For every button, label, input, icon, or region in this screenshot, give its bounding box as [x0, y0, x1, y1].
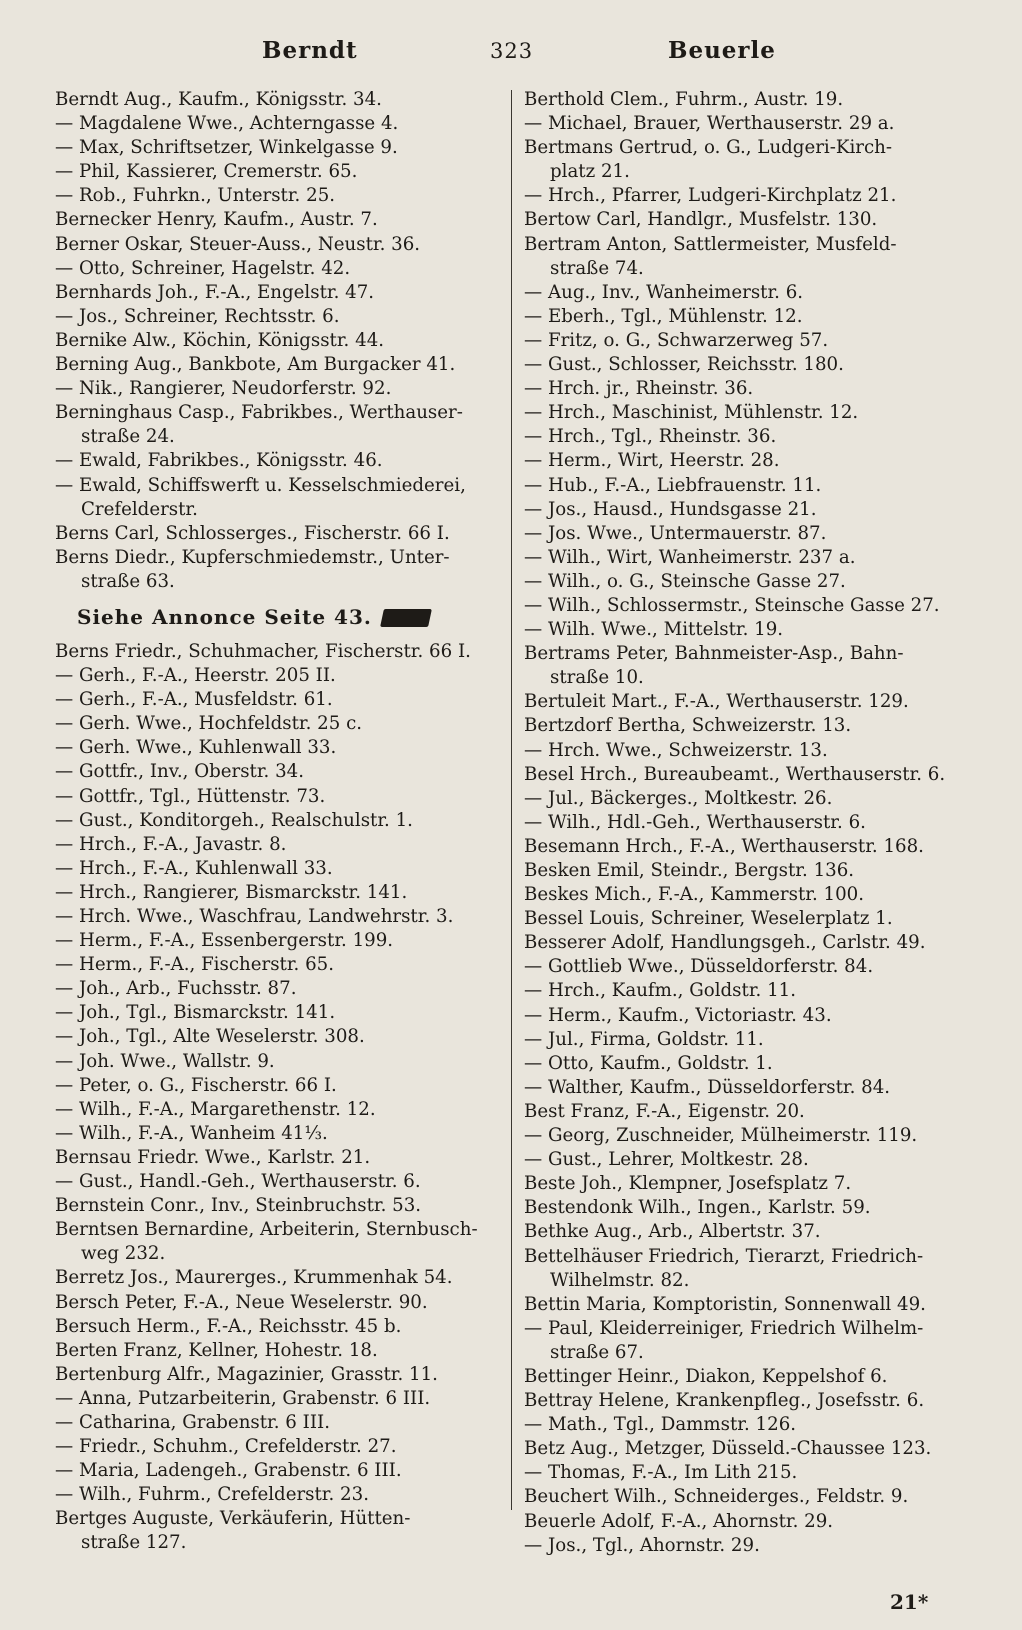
entry-continuation: straße 63. [81, 570, 175, 592]
directory-entry: Best Franz, F.-A., Eigenstr. 20. [524, 1100, 805, 1122]
directory-entry: — Nik., Rangierer, Neudorferstr. 92. [55, 378, 392, 400]
directory-entry: — Wilh., Schlossermstr., Steinsche Gasse 27. [524, 594, 940, 616]
directory-entry: Berns Carl, Schlosserges., Fischerstr. 66 I. [55, 522, 450, 544]
directory-entry: Bettinger Heinr., Diakon, Keppelshof 6. [524, 1365, 888, 1387]
directory-entry: — Gottfr., Inv., Oberstr. 34. [55, 761, 305, 783]
directory-entry: Beuchert Wilh., Schneiderges., Feldstr. 9. [524, 1486, 909, 1508]
annonce-text: Siehe Annonce Seite 43. [77, 604, 372, 629]
entry-continuation: weg 232. [81, 1243, 166, 1265]
directory-entry: — Jul., Firma, Goldstr. 11. [524, 1028, 764, 1050]
right-entries [524, 88, 964, 1558]
directory-entry: — Wilh., o. G., Steinsche Gasse 27. [524, 570, 846, 592]
directory-entry: Besel Hrch., Bureaubeamt., Werthauserstr. 6. [524, 763, 946, 785]
directory-entry: Berten Franz, Kellner, Hohestr. 18. [55, 1339, 378, 1361]
directory-entry: — Gerh., F.-A., Musfeldstr. 61. [55, 689, 333, 711]
directory-entry: — Walther, Kaufm., Düsseldorferstr. 84. [524, 1076, 891, 1098]
directory-entry: — Hrch. Wwe., Schweizerstr. 13. [524, 739, 828, 761]
directory-entry: Bettray Helene, Krankenpfleg., Josefsstr. 6. [524, 1390, 925, 1412]
entry-continuation: straße 10. [550, 667, 644, 689]
directory-entry: — Fritz, o. G., Schwarzerweg 57. [524, 329, 829, 351]
directory-entry: Bettin Maria, Komptoristin, Sonnenwall 49. [524, 1293, 926, 1315]
directory-entry: — Rob., Fuhrkn., Unterstr. 25. [55, 185, 336, 207]
right-column [524, 88, 964, 1558]
entry-continuation: straße 67. [550, 1341, 644, 1363]
directory-entry: — Jos., Tgl., Ahornstr. 29. [524, 1534, 760, 1556]
directory-entry: — Georg, Zuschneider, Mülheimerstr. 119. [524, 1125, 918, 1147]
directory-entry: — Joh., Arb., Fuchsstr. 87. [55, 978, 297, 1000]
directory-entry: Bertzdorf Bertha, Schweizerstr. 13. [524, 715, 852, 737]
directory-entry: Berninghaus Casp., Fabrikbes., Werthauser- [55, 402, 463, 424]
directory-entry: Berthold Clem., Fuhrm., Austr. 19. [524, 89, 844, 110]
directory-entry: Bertram Anton, Sattlermeister, Musfeld- [524, 233, 897, 255]
directory-entry: — Wilh., Hdl.-Geh., Werthauserstr. 6. [524, 811, 866, 833]
directory-entry: Betz Aug., Metzger, Düsseld.-Chaussee 123. [524, 1438, 932, 1460]
directory-entry: Bertenburg Alfr., Magazinier, Grasstr. 11. [55, 1363, 438, 1385]
directory-entry: — Gust., Konditorgeh., Realschulstr. 1. [55, 809, 413, 831]
directory-entry: Bertuleit Mart., F.-A., Werthauserstr. 129. [524, 691, 909, 713]
directory-entry: Bertrams Peter, Bahnmeister-Asp., Bahn- [524, 643, 904, 665]
left-entries-before [55, 88, 505, 594]
directory-entry: Besken Emil, Steindr., Bergstr. 136. [524, 860, 855, 881]
directory-entry: — Herm., F.-A., Essenbergerstr. 199. [55, 930, 394, 952]
directory-entry: — Jos., Hausd., Hundsgasse 21. [524, 498, 817, 520]
directory-entry: Besemann Hrch., F.-A., Werthauserstr. 168. [524, 835, 924, 857]
directory-entry: — Gerh. Wwe., Hochfeldstr. 25 c. [55, 713, 363, 735]
directory-entry: — Jos., Schreiner, Rechtsstr. 6. [55, 305, 340, 327]
directory-entry: — Thomas, F.-A., Im Lith 215. [524, 1462, 798, 1484]
entry-continuation: Crefelderstr. [81, 498, 198, 520]
directory-entry: Bernecker Henry, Kaufm., Austr. 7. [55, 209, 378, 231]
entry-continuation: Wilhelmstr. 82. [550, 1269, 690, 1291]
directory-entry: — Gerh. Wwe., Kuhlenwall 33. [55, 737, 337, 759]
directory-entry: Bernstein Conr., Inv., Steinbruchstr. 53. [55, 1195, 422, 1217]
directory-entry: Bestendonk Wilh., Ingen., Karlstr. 59. [524, 1197, 871, 1219]
directory-entry: Berner Oskar, Steuer-Auss., Neustr. 36. [55, 233, 421, 255]
entry-continuation: straße 74. [550, 257, 644, 279]
header-right-name: Beuerle [668, 37, 776, 64]
directory-entry: — Gust., Schlosser, Reichsstr. 180. [524, 354, 844, 376]
directory-entry: — Wilh., F.-A., Wanheim 41⅓. [55, 1122, 328, 1144]
directory-entry: Bersch Peter, F.-A., Neue Weselerstr. 90. [55, 1291, 428, 1313]
annonce-note [77, 598, 505, 636]
directory-entry: — Gust., Lehrer, Moltkestr. 28. [524, 1149, 809, 1171]
header-left-name: Berndt [262, 37, 358, 64]
directory-entry: — Wilh., Wirt, Wanheimerstr. 237 a. [524, 546, 856, 568]
directory-entry: Bernsau Friedr. Wwe., Karlstr. 21. [55, 1146, 371, 1168]
directory-entry: — Gerh., F.-A., Heerstr. 205 II. [55, 665, 336, 687]
directory-entry: — Hrch., Tgl., Rheinstr. 36. [524, 426, 777, 448]
directory-entry: — Jul., Bäckerges., Moltkestr. 26. [524, 787, 833, 809]
directory-entry: Beuerle Adolf, F.-A., Ahornstr. 29. [524, 1510, 834, 1532]
directory-entry: Bethke Aug., Arb., Albertstr. 37. [524, 1221, 821, 1243]
directory-entry: — Hrch., F.-A., Javastr. 8. [55, 833, 287, 855]
directory-entry: — Ewald, Fabrikbes., Königsstr. 46. [55, 450, 383, 472]
directory-entry: Bertmans Gertrud, o. G., Ludgeri-Kirch- [524, 137, 893, 159]
directory-entry: Besserer Adolf, Handlungsgeh., Carlstr. 49. [524, 932, 926, 954]
directory-entry: — Hrch. Wwe., Waschfrau, Landwehrstr. 3. [55, 906, 454, 927]
directory-entry: Berretz Jos., Maurerges., Krummenhak 54. [55, 1267, 453, 1289]
directory-entry: — Wilh., F.-A., Margarethenstr. 12. [55, 1098, 376, 1120]
directory-entry: Beskes Mich., F.-A., Kammerstr. 100. [524, 884, 865, 906]
directory-entry: — Peter, o. G., Fischerstr. 66 I. [55, 1074, 337, 1096]
directory-entry: Beste Joh., Klempner, Josefsplatz 7. [524, 1173, 852, 1195]
pointing-hand-icon [380, 609, 432, 627]
directory-entry: — Wilh., Fuhrm., Crefelderstr. 23. [55, 1484, 369, 1506]
directory-entry: — Math., Tgl., Dammstr. 126. [524, 1414, 797, 1436]
directory-entry: Bertges Auguste, Verkäuferin, Hütten- [55, 1508, 411, 1530]
directory-entry: Bettelhäuser Friedrich, Tierarzt, Friedrich- [524, 1245, 924, 1267]
directory-entry: — Hrch., Kaufm., Goldstr. 11. [524, 980, 796, 1002]
directory-entry: Berning Aug., Bankbote, Am Burgacker 41. [55, 354, 456, 376]
directory-entry: — Herm., Wirt, Heerstr. 28. [524, 450, 780, 472]
directory-entry: — Hrch. jr., Rheinstr. 36. [524, 378, 754, 400]
directory-entry: Berntsen Bernardine, Arbeiterin, Sternbusch- [55, 1219, 478, 1241]
directory-entry: — Paul, Kleiderreiniger, Friedrich Wilhelm- [524, 1317, 924, 1339]
directory-entry: — Ewald, Schiffswerft u. Kesselschmiederei, [55, 474, 466, 496]
directory-entry: — Otto, Kaufm., Goldstr. 1. [524, 1052, 773, 1074]
directory-entry: — Hrch., F.-A., Kuhlenwall 33. [55, 857, 333, 879]
directory-entry: — Hrch., Rangierer, Bismarckstr. 141. [55, 881, 408, 903]
entry-continuation: platz 21. [550, 161, 630, 183]
directory-entry: — Gottlieb Wwe., Düsseldorferstr. 84. [524, 956, 874, 978]
directory-entry: Bessel Louis, Schreiner, Weselerplatz 1. [524, 908, 893, 930]
directory-entry: Bertow Carl, Handlgr., Musfelstr. 130. [524, 209, 878, 231]
directory-entry: — Gust., Handl.-Geh., Werthauserstr. 6. [55, 1171, 421, 1193]
directory-entry: Berndt Aug., Kaufm., Königsstr. 34. [55, 89, 382, 110]
directory-entry: — Otto, Schreiner, Hagelstr. 42. [55, 257, 351, 279]
directory-entry: — Hrch., Maschinist, Mühlenstr. 12. [524, 402, 859, 424]
directory-entry: Bernhards Joh., F.-A., Engelstr. 47. [55, 281, 375, 303]
left-entries-after [55, 640, 505, 1556]
directory-entry: — Joh., Tgl., Alte Weselerstr. 308. [55, 1026, 365, 1048]
signature-mark: 21* [890, 1590, 929, 1614]
directory-entry: — Anna, Putzarbeiterin, Grabenstr. 6 III. [55, 1387, 431, 1409]
directory-entry: — Gottfr., Tgl., Hüttenstr. 73. [55, 785, 326, 807]
directory-entry: Berns Friedr., Schuhmacher, Fischerstr. 66 I. [55, 640, 471, 662]
directory-entry: — Catharina, Grabenstr. 6 III. [55, 1411, 330, 1433]
directory-entry: Bersuch Herm., F.-A., Reichsstr. 45 b. [55, 1315, 402, 1337]
entry-continuation: straße 24. [81, 426, 175, 448]
directory-entry: — Hub., F.-A., Liebfrauenstr. 11. [524, 474, 822, 496]
directory-entry: Berns Diedr., Kupferschmiedemstr., Unter- [55, 546, 450, 568]
directory-entry: — Magdalene Wwe., Achterngasse 4. [55, 113, 399, 135]
directory-entry: — Joh. Wwe., Wallstr. 9. [55, 1050, 275, 1072]
column-divider [511, 90, 512, 1510]
directory-entry: — Phil, Kassierer, Cremerstr. 65. [55, 161, 358, 183]
directory-entry: Bernike Alw., Köchin, Königsstr. 44. [55, 329, 385, 351]
directory-entry: — Wilh. Wwe., Mittelstr. 19. [524, 619, 784, 641]
directory-entry: — Jos. Wwe., Untermauerstr. 87. [524, 522, 827, 544]
directory-entry: — Maria, Ladengeh., Grabenstr. 6 III. [55, 1460, 402, 1482]
entry-continuation: straße 127. [81, 1532, 187, 1554]
directory-entry: — Hrch., Pfarrer, Ludgeri-Kirchplatz 21. [524, 185, 897, 207]
directory-entry: — Friedr., Schuhm., Crefelderstr. 27. [55, 1436, 397, 1458]
directory-entry: — Aug., Inv., Wanheimerstr. 6. [524, 281, 804, 303]
directory-entry: — Max, Schriftsetzer, Winkelgasse 9. [55, 137, 398, 159]
directory-entry: — Herm., Kaufm., Victoriastr. 43. [524, 1004, 832, 1026]
directory-entry: — Herm., F.-A., Fischerstr. 65. [55, 954, 335, 976]
directory-entry: — Joh., Tgl., Bismarckstr. 141. [55, 1002, 336, 1024]
page-number: 323 [490, 39, 534, 63]
directory-entry: — Michael, Brauer, Werthauserstr. 29 a. [524, 113, 895, 135]
left-column [55, 88, 505, 1556]
directory-entry: — Eberh., Tgl., Mühlenstr. 12. [524, 305, 803, 327]
